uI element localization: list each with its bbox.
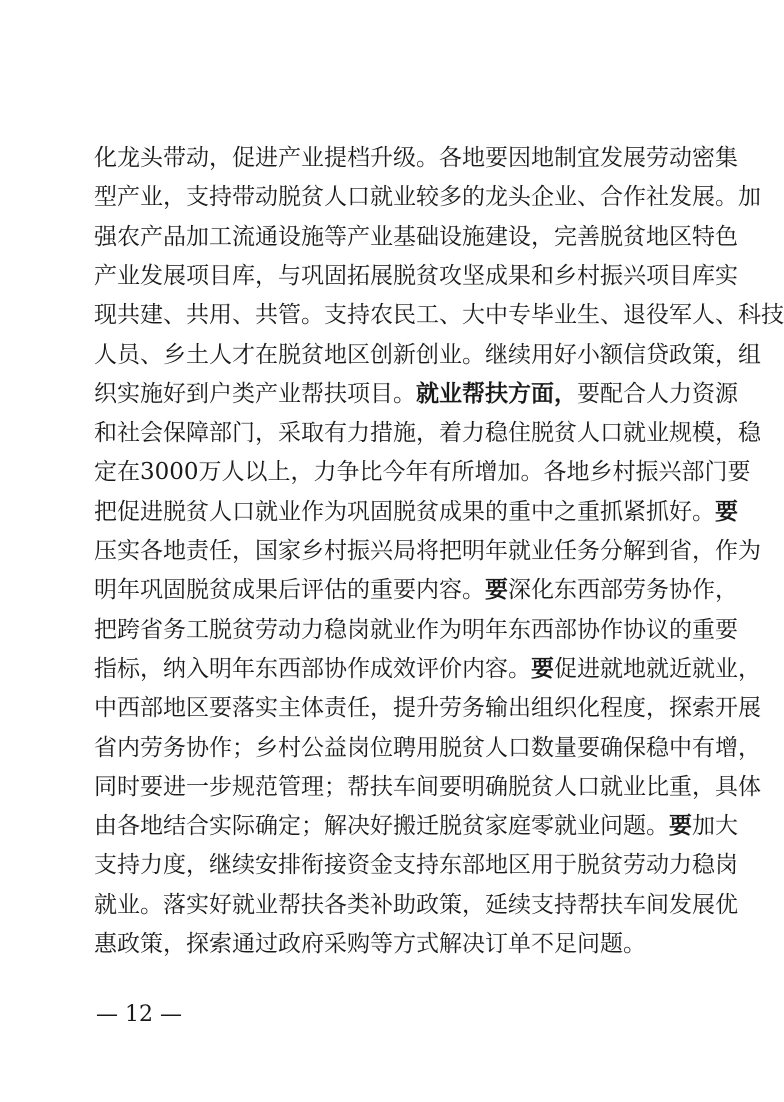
text-segment: 要配合人力资源 bbox=[577, 381, 738, 407]
text-line bbox=[94, 690, 761, 726]
text-segment: 和社会保障部门，采取有力措施，着力稳住脱贫人口就业规模，稳 bbox=[94, 420, 761, 446]
text-line bbox=[94, 454, 751, 490]
text-line bbox=[94, 651, 761, 687]
text-line bbox=[94, 533, 761, 569]
text-segment: 化龙头带动，促进产业提档升级。各地要因地制宜发展劳动密集 bbox=[94, 145, 738, 171]
text-line bbox=[94, 887, 738, 923]
text-segment: 压实各地责任，国家乡村振兴局将把明年就业任务分解到省，作为 bbox=[94, 538, 761, 564]
text-line bbox=[94, 612, 738, 648]
text-segment: 把跨省务工脱贫劳动力稳岗就业作为明年东西部协作协议的重要 bbox=[94, 617, 738, 643]
text-segment: 明年巩固脱贫成果后评估的重要内容。 bbox=[94, 577, 485, 603]
text-line bbox=[94, 415, 761, 451]
text-segment: 定在3000万人以上，力争比今年有所增加。各地乡村振兴部门要 bbox=[94, 459, 751, 485]
text-line bbox=[94, 847, 738, 883]
text-line bbox=[94, 140, 738, 176]
text-line bbox=[94, 926, 690, 962]
text-line bbox=[94, 572, 738, 608]
text-segment: 惠政策，探索通过政府采购等方式解决订单不足问题。 bbox=[94, 931, 646, 957]
text-line bbox=[94, 179, 761, 215]
text-segment: 织实施好到户类产业帮扶项目。 bbox=[94, 381, 416, 407]
text-segment: 型产业，支持带动脱贫人口就业较多的龙头企业、合作社发展。加 bbox=[94, 184, 761, 210]
text-segment: 促进就地就近就业， bbox=[554, 656, 761, 682]
text-line bbox=[94, 494, 738, 530]
text-segment: 同时要进一步规范管理；帮扶车间要明确脱贫人口就业比重，具体 bbox=[94, 774, 761, 800]
text-line bbox=[94, 297, 784, 333]
text-line bbox=[94, 808, 738, 844]
text-line bbox=[94, 730, 761, 766]
text-segment: 强农产品加工流通设施等产业基础设施建设，完善脱贫地区特色 bbox=[94, 224, 738, 250]
text-segment: 省内劳务协作；乡村公益岗位聘用脱贫人口数量要确保稳中有增， bbox=[94, 735, 761, 761]
text-segment: 人员、乡土人才在脱贫地区创新创业。继续用好小额信贷政策，组 bbox=[94, 342, 761, 368]
text-line bbox=[94, 376, 738, 412]
text-line bbox=[94, 258, 738, 294]
text-segment: 深化东西部劳务协作， bbox=[508, 577, 738, 603]
text-segment: 支持力度，继续安排衔接资金支持东部地区用于脱贫劳动力稳岗 bbox=[94, 852, 738, 878]
bold-text-segment: 要 bbox=[715, 498, 738, 525]
text-segment: 产业发展项目库，与巩固拓展脱贫攻坚成果和乡村振兴项目库实 bbox=[94, 263, 738, 289]
text-line bbox=[94, 337, 761, 373]
text-segment: 加大 bbox=[692, 813, 738, 839]
text-segment: 现共建、共用、共管。支持农民工、大中专毕业生、退役军人、科技 bbox=[94, 302, 784, 328]
page-number: — 12 — bbox=[96, 1002, 182, 1027]
text-segment: 指标，纳入明年东西部协作成效评价内容。 bbox=[94, 656, 531, 682]
text-segment: 就业。落实好就业帮扶各类补助政策，延续支持帮扶车间发展优 bbox=[94, 892, 738, 918]
bold-text-segment: 就业帮扶方面， bbox=[416, 380, 577, 407]
bold-text-segment: 要 bbox=[531, 655, 554, 682]
text-line bbox=[94, 769, 761, 805]
text-line bbox=[94, 219, 738, 255]
text-segment: 由各地结合实际确定；解决好搬迁脱贫家庭零就业问题。 bbox=[94, 813, 669, 839]
text-segment: 把促进脱贫人口就业作为巩固脱贫成果的重中之重抓紧抓好。 bbox=[94, 499, 715, 525]
bold-text-segment: 要 bbox=[485, 576, 508, 603]
bold-text-segment: 要 bbox=[669, 812, 692, 839]
text-segment: 中西部地区要落实主体责任，提升劳务输出组织化程度，探索开展 bbox=[94, 695, 761, 721]
